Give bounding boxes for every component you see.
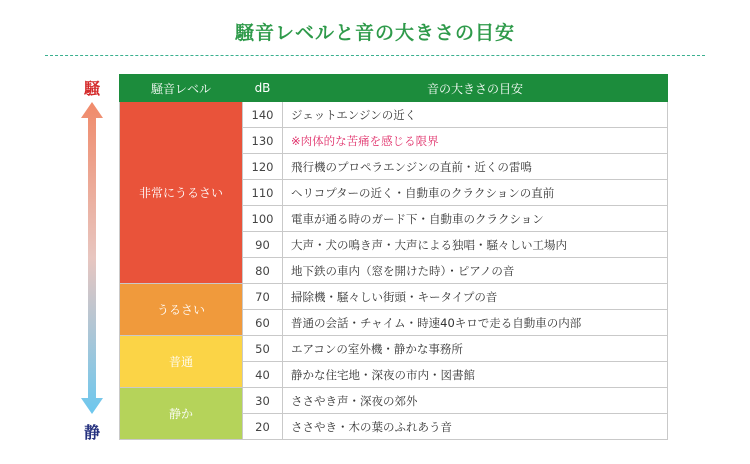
header-db: dB xyxy=(243,75,283,102)
noise-level-table xyxy=(119,74,668,440)
desc-text: ささやき・木の葉のふれあう音 xyxy=(283,414,668,440)
title-divider xyxy=(45,55,705,56)
db-value: 50 xyxy=(243,336,283,362)
quiet-label: 静 xyxy=(83,423,100,442)
category-quiet: 静か xyxy=(120,388,243,440)
db-value: 70 xyxy=(243,284,283,310)
desc-text: 飛行機のプロペラエンジンの直前・近くの雷鳴 xyxy=(283,154,668,180)
table-header-row xyxy=(120,75,668,102)
db-value: 130 xyxy=(243,128,283,154)
db-value: 140 xyxy=(243,102,283,128)
loudness-arrow-icon xyxy=(78,100,106,416)
desc-text: ジェットエンジンの近く xyxy=(283,102,668,128)
db-value: 20 xyxy=(243,414,283,440)
desc-text: 普通の会話・チャイム・時速40キロで走る自動車の内部 xyxy=(283,310,668,336)
desc-text-highlight: ※肉体的な苦痛を感じる限界 xyxy=(283,128,668,154)
header-level: 騒音レベル xyxy=(120,75,243,102)
db-value: 80 xyxy=(243,258,283,284)
desc-text: ヘリコプターの近く・自動車のクラクションの直前 xyxy=(283,180,668,206)
page-title: 騒音レベルと音の大きさの目安 xyxy=(234,22,515,44)
db-value: 60 xyxy=(243,310,283,336)
desc-text: ささやき声・深夜の郊外 xyxy=(283,388,668,414)
category-very-loud: 非常にうるさい xyxy=(120,102,243,284)
loud-label: 騒 xyxy=(83,79,100,98)
header-desc: 音の大きさの目安 xyxy=(283,75,668,102)
desc-text: 電車が通る時のガード下・自動車のクラクション xyxy=(283,206,668,232)
table-row xyxy=(120,388,668,414)
db-value: 30 xyxy=(243,388,283,414)
desc-text: 地下鉄の車内（窓を開けた時）・ピアノの音 xyxy=(283,258,668,284)
db-value: 40 xyxy=(243,362,283,388)
db-value: 110 xyxy=(243,180,283,206)
table-row xyxy=(120,336,668,362)
desc-text: 掃除機・騒々しい街頭・キータイプの音 xyxy=(283,284,668,310)
desc-text: エアコンの室外機・静かな事務所 xyxy=(283,336,668,362)
db-value: 120 xyxy=(243,154,283,180)
category-normal: 普通 xyxy=(120,336,243,388)
category-loud: うるさい xyxy=(120,284,243,336)
table-row xyxy=(120,284,668,310)
desc-text: 静かな住宅地・深夜の市内・図書館 xyxy=(283,362,668,388)
db-value: 100 xyxy=(243,206,283,232)
desc-text: 大声・犬の鳴き声・大声による独唱・騒々しい工場内 xyxy=(283,232,668,258)
db-value: 90 xyxy=(243,232,283,258)
table-row xyxy=(120,102,668,128)
